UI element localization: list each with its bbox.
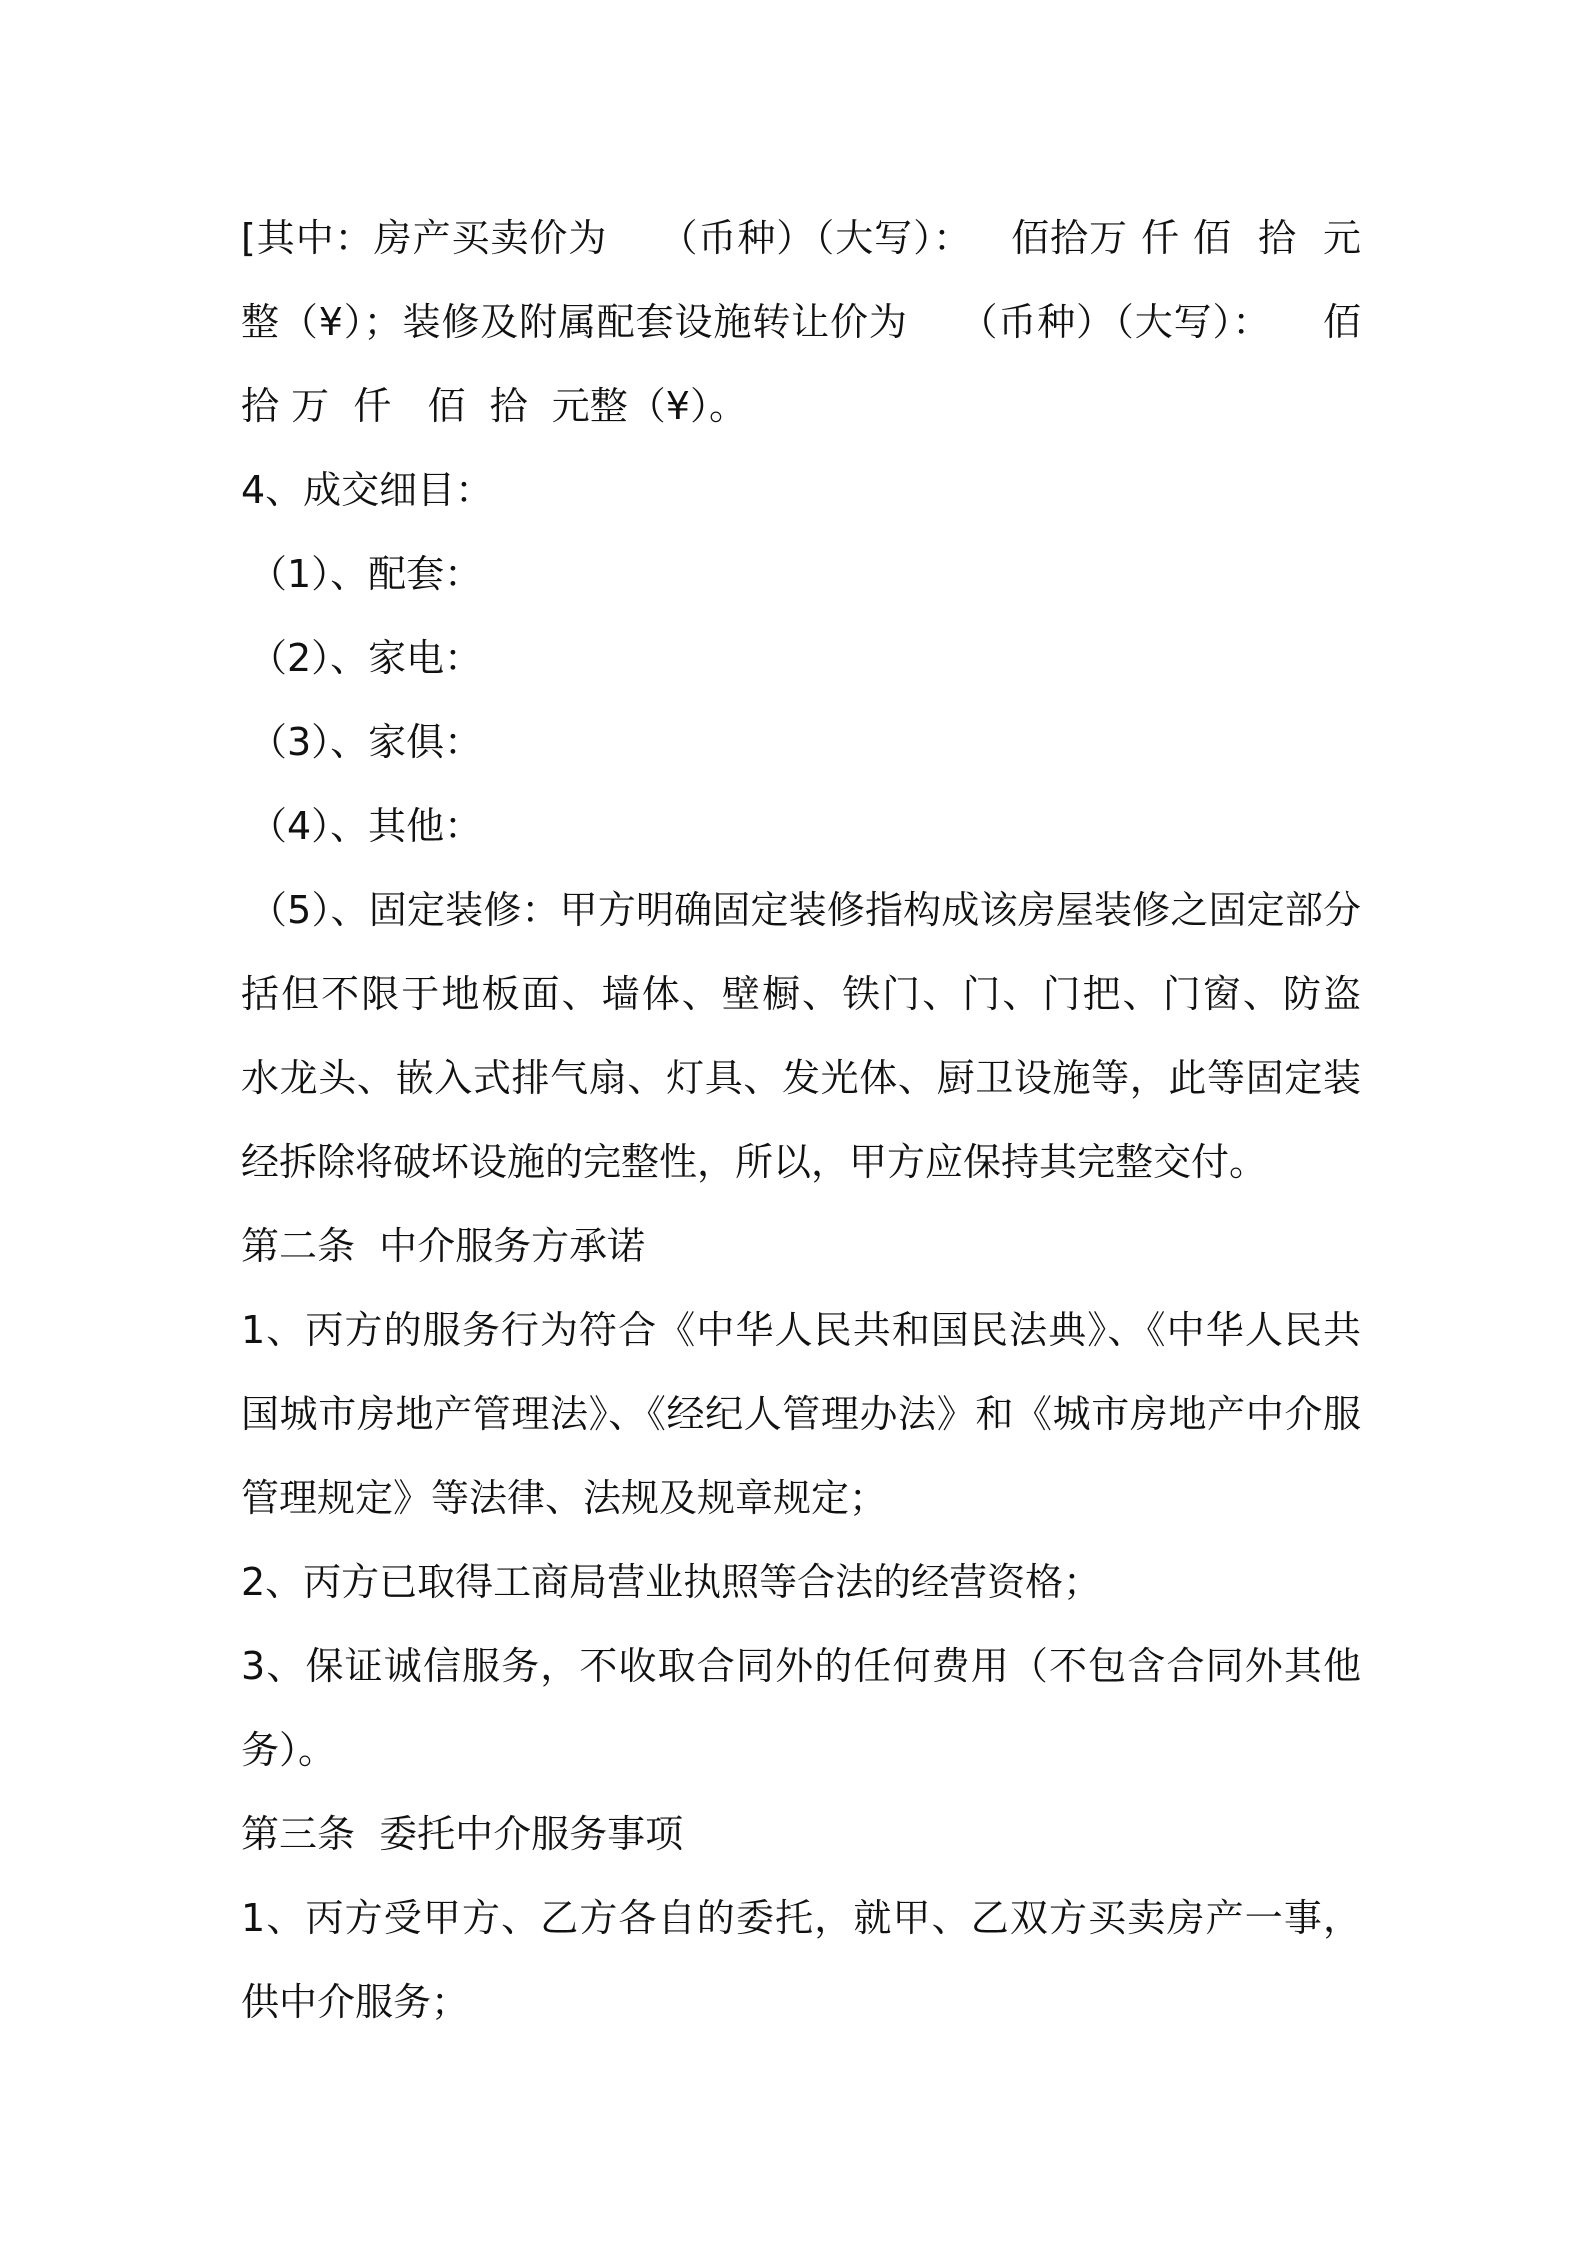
article-2-item-1-line-2: 国城市房地产管理法》、《经纪人管理办法》和《城市房地产中介服 xyxy=(241,1392,1361,1436)
fixed-decoration-line-3: 水龙头、嵌入式排气扇、灯具、发光体、厨卫设施等，此等固定装 xyxy=(241,1056,1361,1100)
article-2-item-1-line-3: 管理规定》等法律、法规及规章规定； xyxy=(241,1476,888,1520)
price-clause-line-1: [其中：房产买卖价为 （币种）（大写）： 佰拾万 仟 佰 拾 元 xyxy=(241,216,1361,260)
price-clause-line-3: 拾 万 仟 佰 拾 元整（¥）。 xyxy=(241,384,747,428)
item-appliances: （2）、家电： xyxy=(249,636,483,680)
article-2-item-1-line-1: 1、丙方的服务行为符合《中华人民共和国民法典》、《中华人民共 xyxy=(241,1308,1361,1352)
article-2-item-3-line-2: 务）。 xyxy=(241,1728,337,1772)
fixed-decoration-line-2: 括但不限于地板面、墙体、壁橱、铁门、门、门把、门窗、防盗 xyxy=(241,972,1361,1016)
article-2-item-3-line-1: 3、保证诚信服务，不收取合同外的任何费用（不包含合同外其他 xyxy=(241,1644,1361,1688)
fixed-decoration-line-1: （5）、固定装修：甲方明确固定装修指构成该房屋装修之固定部分 xyxy=(249,888,1361,932)
article-3-heading: 第三条 委托中介服务事项 xyxy=(241,1812,684,1856)
transaction-details-heading: 4、成交细目： xyxy=(241,468,494,512)
fixed-decoration-line-4: 经拆除将破坏设施的完整性，所以，甲方应保持其完整交付。 xyxy=(241,1140,1268,1184)
document-body xyxy=(241,196,1361,2044)
article-2-item-2: 2、丙方已取得工商局营业执照等合法的经营资格； xyxy=(241,1560,1102,1604)
item-facilities: （1）、配套： xyxy=(249,552,483,596)
item-furniture: （3）、家俱： xyxy=(249,720,483,764)
price-clause-line-2: 整（¥）；装修及附属配套设施转让价为 （币种）（大写）： 佰 xyxy=(241,300,1361,344)
article-3-item-1-line-2: 供中介服务； xyxy=(241,1980,470,2024)
item-other: （4）、其他： xyxy=(249,804,483,848)
article-3-item-1-line-1: 1、丙方受甲方、乙方各自的委托，就甲、乙双方买卖房产一事， xyxy=(241,1896,1361,1940)
article-2-heading: 第二条 中介服务方承诺 xyxy=(241,1224,646,1268)
